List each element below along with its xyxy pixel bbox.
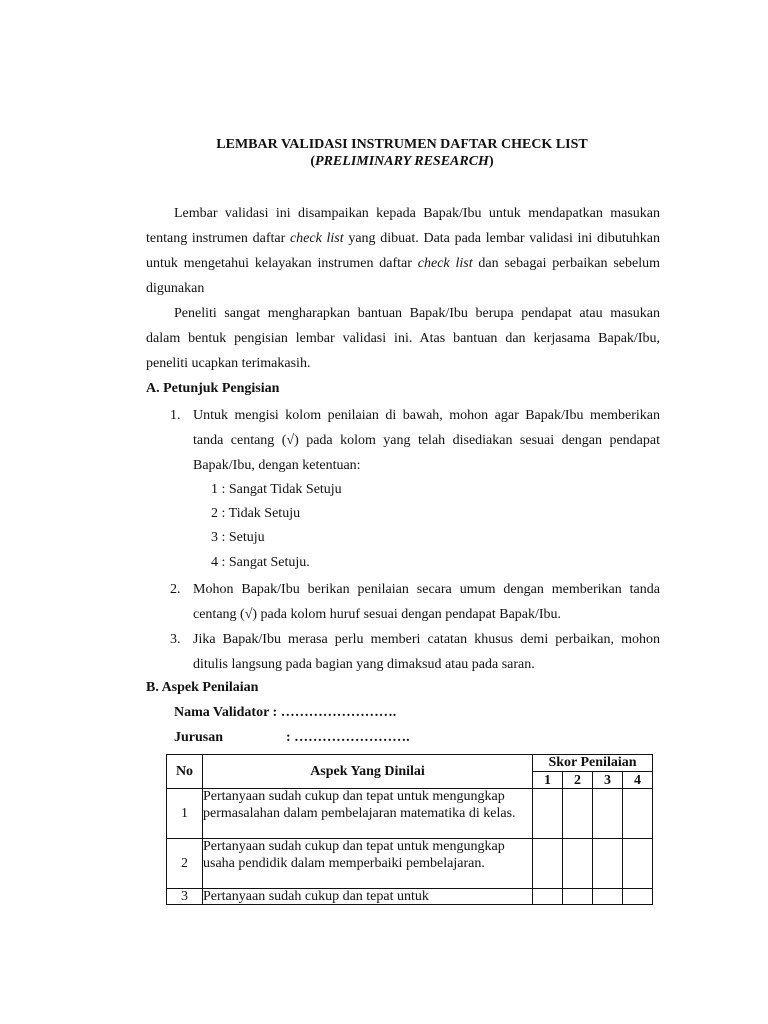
row-1-score-4[interactable]: [623, 789, 653, 839]
item-3-text: Jika Bapak/Ibu merasa perlu memberi catatan khusus demi perbaikan, mohon ditulis langsung pada bagian yang dimaksud atau pada saran.: [193, 632, 660, 672]
intro-emphasis-1: check list: [289, 231, 344, 246]
table-header-row: [167, 755, 653, 772]
jurusan-label: Jurusan: [174, 730, 224, 745]
row-1-score-1[interactable]: [533, 789, 563, 839]
validator-field: Nama Validator : …………………….: [174, 705, 397, 720]
row-3-score-3[interactable]: [593, 889, 623, 905]
header-skor: Skor Penilaian: [533, 755, 653, 772]
row-3-text: Pertanyaan sudah cukup dan tepat untuk: [203, 889, 533, 905]
row-2-no: 2: [167, 839, 203, 889]
section-b-heading: B. Aspek Penilaian: [146, 680, 259, 695]
score-header-3: 3: [593, 772, 623, 789]
document-title: LEMBAR VALIDASI INSTRUMEN DAFTAR CHECK LIST: [216, 137, 588, 152]
jurusan-value: : …………………….: [286, 730, 410, 745]
row-2-score-2[interactable]: [563, 839, 593, 889]
item-1-number: 1.: [170, 408, 181, 423]
intro-text-c: dan sebagai perbaikan sebelum digunakan: [146, 256, 660, 296]
intro-paragraph-2: Peneliti sangat mengharapkan bantuan Bapak/Ibu berupa pendapat atau masukan dalam bentuk pengisian lembar validasi ini. Atas bantuan dan kerjasama Bapak/Ibu, peneliti ucapkan terimakasih.: [146, 306, 660, 371]
row-2-score-4[interactable]: [623, 839, 653, 889]
header-aspek: Aspek Yang Dinilai: [203, 755, 533, 789]
score-header-4: 4: [623, 772, 653, 789]
intro-text-a: Lembar validasi ini disampaikan kepada Bapak/Ibu untuk mendapatkan masukan tentang instrumen daftar: [146, 206, 660, 246]
subtitle-text: PRELIMINARY RESEARCH: [315, 154, 489, 169]
row-2-text: Pertanyaan sudah cukup dan tepat untuk mengungkap usaha pendidik dalam memperbaiki pembelajaran.: [203, 839, 533, 889]
row-1-score-3[interactable]: [593, 789, 623, 839]
table-row: [167, 789, 653, 839]
row-3-score-2[interactable]: [563, 889, 593, 905]
table-row: [167, 839, 653, 889]
row-1-no: 1: [167, 789, 203, 839]
row-2-score-3[interactable]: [593, 839, 623, 889]
header-no: No: [167, 755, 203, 789]
score-header-1: 1: [533, 772, 563, 789]
item-2-number: 2.: [170, 582, 181, 597]
document-subtitle: (PRELIMINARY RESEARCH): [310, 154, 494, 169]
intro-paragraph-1: [146, 201, 660, 301]
assessment-table: [166, 754, 653, 905]
row-3-score-1[interactable]: [533, 889, 563, 905]
intro-text-b: yang dibuat. Data pada lembar validasi ini dibutuhkan untuk mengetahui kelayakan instrumen daftar: [146, 231, 661, 271]
row-3-score-4[interactable]: [623, 889, 653, 905]
option-3: 3 : Setuju: [211, 530, 265, 545]
table-row: [167, 889, 653, 905]
row-1-text: Pertanyaan sudah cukup dan tepat untuk mengungkap permasalahan dalam pembelajaran matematika di kelas.: [203, 789, 533, 839]
score-header-2: 2: [563, 772, 593, 789]
row-2-score-1[interactable]: [533, 839, 563, 889]
option-4: 4 : Sangat Setuju.: [211, 555, 310, 570]
row-3-no: 3: [167, 889, 203, 905]
option-2: 2 : Tidak Setuju: [211, 506, 301, 521]
item-1-text: Untuk mengisi kolom penilaian di bawah, mohon agar Bapak/Ibu memberikan tanda centang (√) pada kolom yang telah disediakan sesuai dengan pendapat Bapak/Ibu, dengan ketentuan:: [193, 408, 660, 473]
option-1: 1 : Sangat Tidak Setuju: [211, 482, 342, 497]
intro-emphasis-2: check list: [417, 256, 473, 271]
section-a-heading: A. Petunjuk Pengisian: [146, 381, 280, 396]
item-3-number: 3.: [170, 632, 181, 647]
item-2-text: Mohon Bapak/Ibu berikan penilaian secara umum dengan memberikan tanda centang (√) pada kolom huruf sesuai dengan pendapat Bapak/Ibu.: [193, 582, 660, 622]
row-1-score-2[interactable]: [563, 789, 593, 839]
